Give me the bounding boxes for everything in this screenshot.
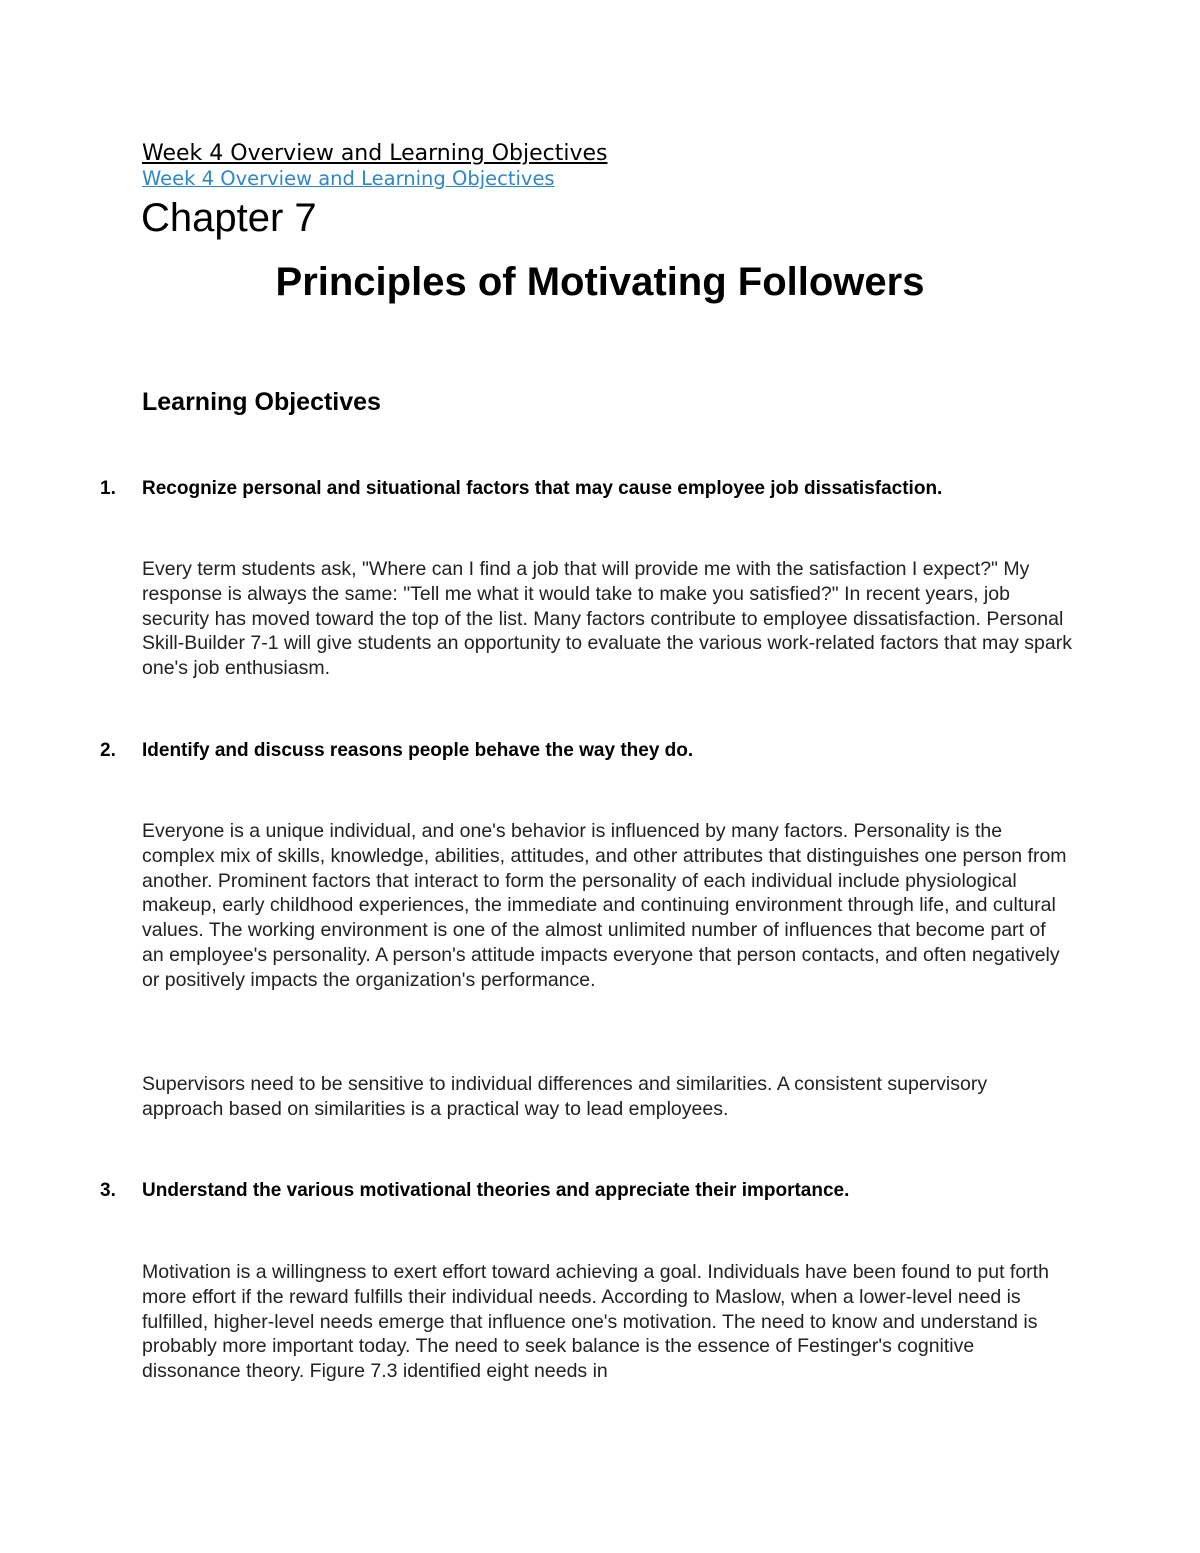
objective-title: Understand the various motivational theories and appreciate their importance. — [142, 1180, 850, 1201]
objective-title: Recognize personal and situational factors that may cause employee job dissatisfaction. — [142, 478, 943, 499]
objective-heading-1 — [100, 478, 942, 500]
objective-paragraph: Motivation is a willingness to exert effort toward achieving a goal. Individuals have been found to put forth more effort if the reward fulfills their individual needs. According to Maslow, when a lower-level need is fulfilled, higher-level needs emerge that influence one's motivation. The need to know and understand is probably more important today. The need to seek balance is the essence of Festinger's cognitive dissonance theory. Figure 7.3 identified eight needs in — [142, 1261, 1049, 1383]
week-overview-link[interactable]: Week 4 Overview and Learning Objectives — [142, 167, 555, 190]
objective-paragraph: Everyone is a unique individual, and one's behavior is influenced by many factors. Personality is the complex mix of skills, knowledge, abilities, attitudes, and other attributes that distinguishes one person from another. Prominent factors that interact to form the personality of each individual include physiological makeup, early childhood experiences, the immediate and continuing environment through life, and cultural values. The working environment is one of the almost unlimited number of influences that become part of an employee's personality. A person's attitude impacts everyone that person contacts, and often negatively or positively impacts the organization's performance. — [142, 820, 1067, 991]
page-title: Principles of Motivating Followers — [275, 260, 925, 304]
objective-paragraph: Supervisors need to be sensitive to individual differences and similarities. A consistent supervisory approach based on similarities is a practical way to lead employees. — [142, 1073, 988, 1120]
chapter-heading: Chapter 7 — [141, 196, 317, 240]
objective-paragraph: Every term students ask, "Where can I find a job that will provide me with the satisfaction I expect?" My response is always the same: "Tell me what it would take to make you satisfied?" In recent years, job security has moved toward the top of the list. Many factors contribute to employee dissatisfaction. Personal Skill-Builder 7-1 will give students an opportunity to evaluate the various work-related factors that may spark one's job enthusiasm. — [142, 558, 1072, 680]
section-heading: Learning Objectives — [142, 388, 381, 416]
objective-number: 3. — [100, 1180, 116, 1201]
objective-heading-2 — [100, 740, 693, 762]
objective-heading-3 — [100, 1180, 849, 1202]
objective-number: 1. — [100, 478, 116, 499]
objective-title: Identify and discuss reasons people behave the way they do. — [142, 740, 694, 761]
document-header-title: Week 4 Overview and Learning Objectives — [142, 141, 608, 166]
objective-number: 2. — [100, 740, 116, 761]
